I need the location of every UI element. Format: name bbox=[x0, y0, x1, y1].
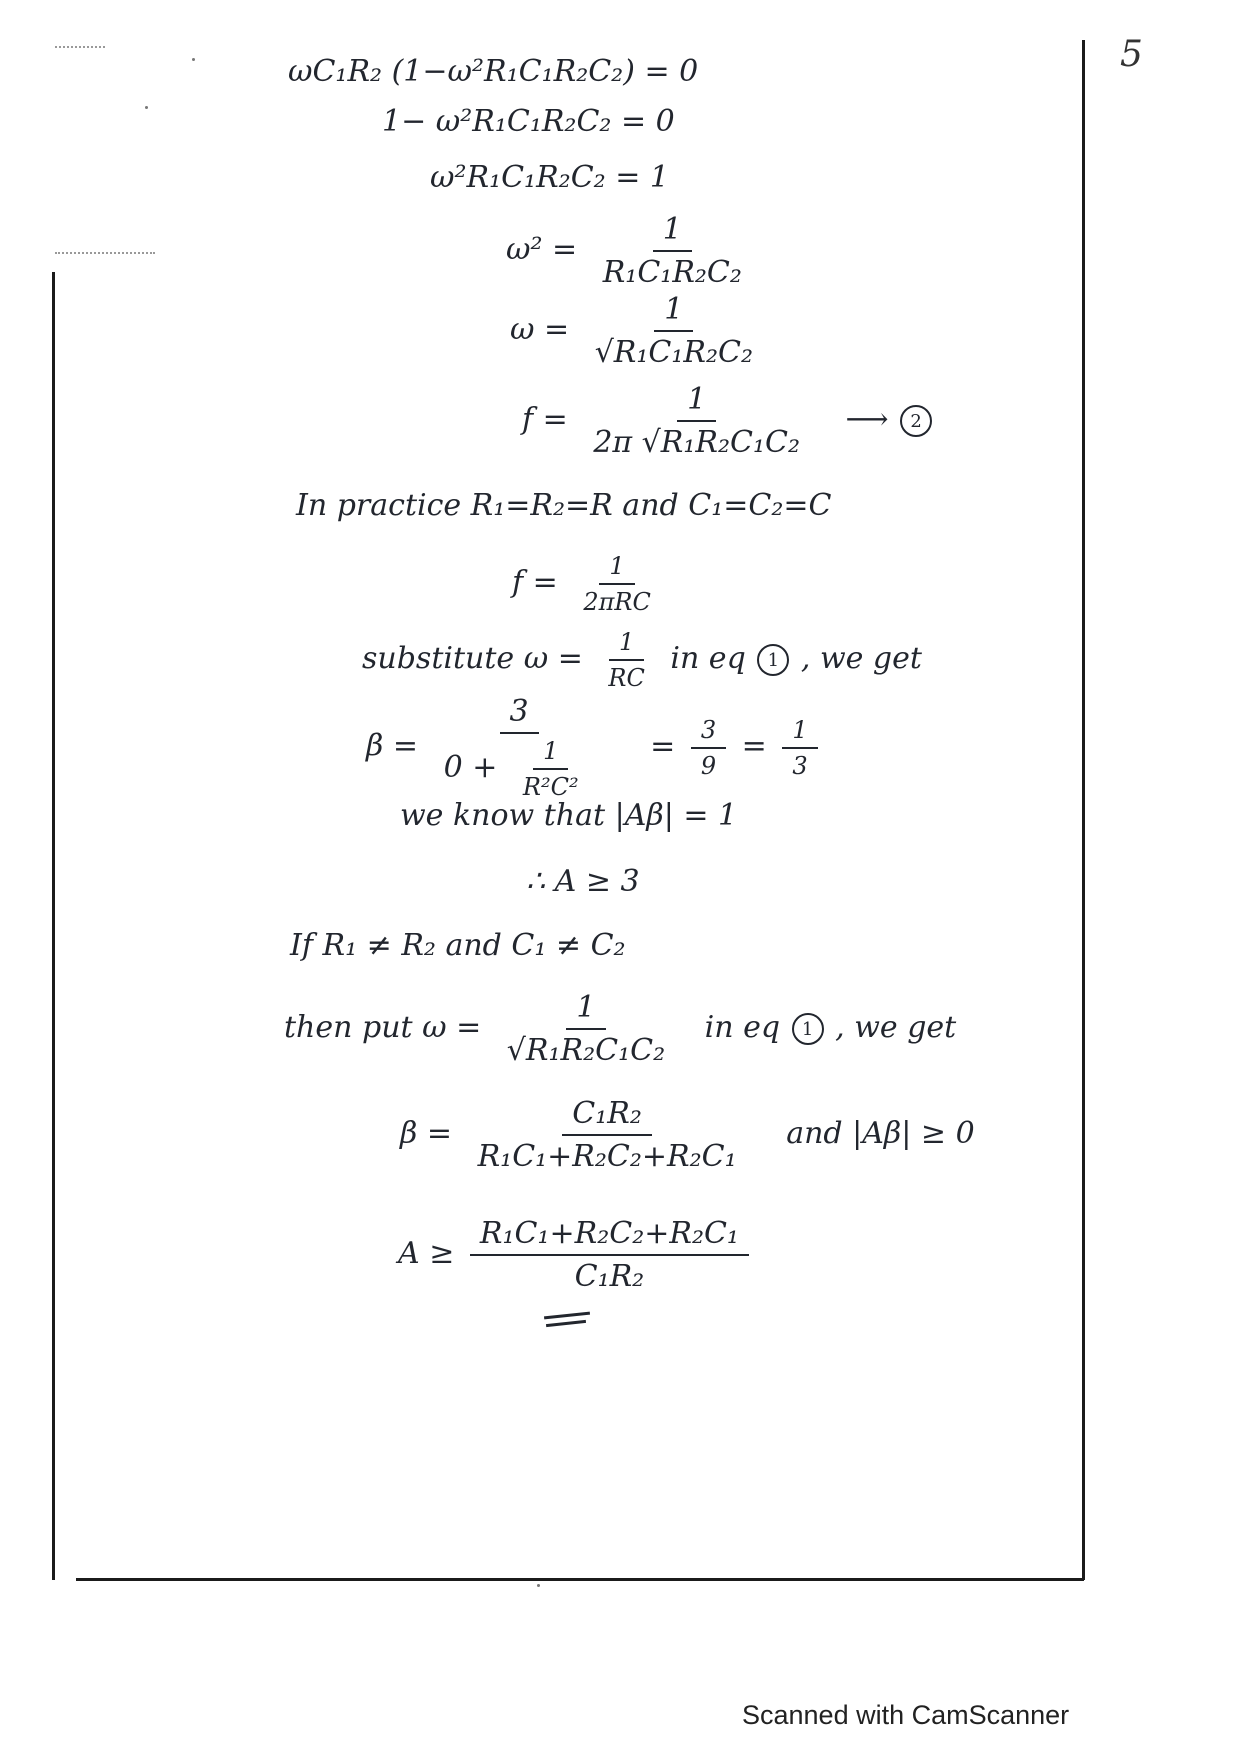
denominator: 2πRC bbox=[583, 588, 651, 616]
fraction bbox=[434, 694, 605, 801]
text-then-put-b: in eq bbox=[704, 1010, 781, 1045]
equation-omega-squared bbox=[506, 212, 758, 290]
equation-ref-1: 1 bbox=[757, 644, 789, 676]
denominator: 3 bbox=[792, 751, 808, 780]
fraction bbox=[782, 716, 817, 780]
numerator: 3 bbox=[691, 716, 726, 749]
text-then-put-c: , we get bbox=[835, 1010, 957, 1045]
numerator: 1 bbox=[533, 737, 568, 770]
double-underline bbox=[544, 1312, 590, 1320]
equation-lhs: f = bbox=[522, 402, 568, 437]
arrow-icon: ⟶ bbox=[845, 402, 889, 437]
equation-lhs: f = bbox=[512, 565, 558, 600]
equation-lhs: β = bbox=[366, 728, 419, 764]
margin-rule-left bbox=[52, 272, 55, 1580]
equals-sign: = bbox=[650, 728, 676, 764]
equation-lhs: β = bbox=[400, 1116, 453, 1151]
fraction bbox=[598, 628, 654, 692]
fraction bbox=[497, 990, 675, 1068]
fraction bbox=[691, 716, 726, 780]
text-then-put-a: then put ω = bbox=[284, 1010, 482, 1045]
equation-line-2: 1− ω²R₁C₁R₂C₂ = 0 bbox=[382, 104, 675, 139]
equation-frequency bbox=[522, 382, 934, 460]
page-number: 5 bbox=[1120, 34, 1143, 75]
denominator: RC bbox=[608, 664, 645, 692]
denominator: √R₁C₁R₂C₂ bbox=[594, 335, 753, 370]
numerator: C₁R₂ bbox=[562, 1096, 652, 1136]
numerator: 3 bbox=[500, 694, 539, 734]
equation-beta bbox=[366, 694, 824, 801]
text-if-unequal: If R₁ ≠ R₂ and C₁ ≠ C₂ bbox=[290, 928, 626, 963]
text-substitute-c: , we get bbox=[800, 641, 922, 676]
denominator bbox=[434, 734, 605, 801]
margin-rule-bottom bbox=[76, 1578, 1084, 1581]
denominator-text: 0 + bbox=[443, 750, 498, 785]
text-substitute-b: in eq bbox=[670, 641, 746, 676]
equation-ref-1: 1 bbox=[792, 1013, 824, 1045]
numerator: 1 bbox=[653, 212, 692, 252]
camscanner-watermark: Scanned with CamScanner bbox=[742, 1700, 1070, 1730]
equation-f-rc bbox=[512, 552, 667, 616]
text-then-put bbox=[284, 990, 956, 1068]
numerator: 1 bbox=[566, 990, 605, 1030]
fraction bbox=[573, 552, 660, 616]
scan-dot bbox=[192, 58, 195, 61]
denominator: R₁C₁R₂C₂ bbox=[602, 255, 742, 290]
equation-lhs: A ≥ bbox=[398, 1236, 455, 1271]
numerator: 1 bbox=[599, 552, 634, 585]
scan-dot bbox=[145, 106, 148, 109]
numerator: 1 bbox=[654, 292, 693, 332]
numerator: 1 bbox=[677, 382, 716, 422]
fraction bbox=[585, 292, 763, 370]
equation-lhs: ω² = bbox=[506, 232, 578, 267]
equation-number-2: 2 bbox=[900, 405, 932, 437]
text-substitute-a: substitute ω = bbox=[362, 641, 583, 676]
fraction bbox=[593, 212, 752, 290]
fraction bbox=[583, 382, 810, 460]
denominator: R₁C₁+R₂C₂+R₂C₁ bbox=[477, 1139, 737, 1174]
equation-a-ge-3: ∴ A ≥ 3 bbox=[526, 864, 640, 899]
margin-rule-right bbox=[1082, 40, 1085, 1580]
text-in-practice: In practice R₁=R₂=R and C₁=C₂=C bbox=[296, 488, 832, 523]
text-substitute bbox=[362, 628, 922, 692]
equation-line-1: ωC₁R₂ (1−ω²R₁C₁R₂C₂) = 0 bbox=[288, 54, 699, 89]
denominator: √R₁R₂C₁C₂ bbox=[506, 1033, 666, 1068]
numerator: 1 bbox=[609, 628, 644, 661]
equation-line-3: ω²R₁C₁R₂C₂ = 1 bbox=[430, 160, 669, 195]
equation-a-general bbox=[398, 1216, 755, 1294]
scan-speck bbox=[55, 252, 155, 255]
equation-beta-general bbox=[400, 1096, 975, 1174]
fraction bbox=[470, 1216, 749, 1294]
nested-fraction bbox=[513, 737, 589, 801]
equation-omega bbox=[510, 292, 769, 370]
scan-dot bbox=[537, 1584, 540, 1587]
numerator: 1 bbox=[782, 716, 817, 749]
denominator: C₁R₂ bbox=[574, 1259, 645, 1294]
equals-sign: = bbox=[741, 728, 767, 764]
fraction bbox=[468, 1096, 747, 1174]
denominator: R²C² bbox=[522, 773, 579, 801]
scan-speck bbox=[55, 46, 105, 49]
text-we-know: we know that |Aβ| = 1 bbox=[400, 798, 738, 833]
text-and-condition: and |Aβ| ≥ 0 bbox=[786, 1116, 975, 1151]
double-underline bbox=[546, 1320, 586, 1327]
numerator: R₁C₁+R₂C₂+R₂C₁ bbox=[470, 1216, 749, 1256]
equation-lhs: ω = bbox=[510, 312, 570, 347]
denominator: 9 bbox=[700, 751, 717, 780]
denominator: 2π √R₁R₂C₁C₂ bbox=[593, 425, 800, 460]
